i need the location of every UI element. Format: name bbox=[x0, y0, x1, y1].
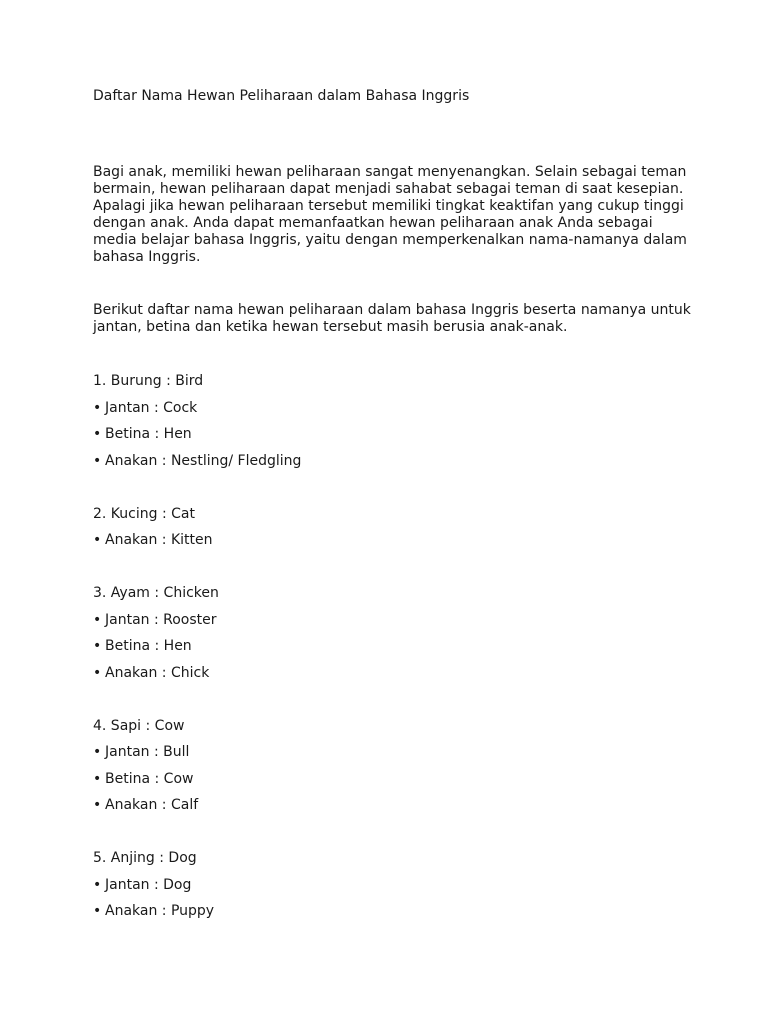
document-title: Daftar Nama Hewan Peliharaan dalam Bahasa Inggris bbox=[93, 88, 470, 104]
list-item-text: Jantan : Rooster bbox=[105, 611, 217, 628]
list-item bbox=[93, 875, 693, 902]
list-item-text: Anakan : Chick bbox=[105, 664, 210, 681]
bullet-icon: • bbox=[93, 611, 102, 628]
bullet-icon: • bbox=[93, 399, 102, 416]
list-item bbox=[93, 610, 693, 637]
animal-group-cat bbox=[93, 504, 693, 557]
list-item bbox=[93, 451, 693, 478]
animal-group-bird bbox=[93, 371, 693, 477]
bullet-icon: • bbox=[93, 664, 102, 681]
bullet-icon: • bbox=[93, 903, 102, 919]
list-item-text: Anakan : Calf bbox=[105, 797, 199, 813]
list-item-text: Jantan : Cock bbox=[105, 399, 198, 416]
bullet-icon: • bbox=[93, 532, 102, 548]
list-item-text: Betina : Cow bbox=[105, 770, 194, 787]
list-item bbox=[93, 901, 693, 928]
animal-group-dog bbox=[93, 848, 693, 928]
bullet-icon: • bbox=[93, 797, 102, 813]
animal-group-cow bbox=[93, 716, 693, 822]
bullet-icon: • bbox=[93, 452, 102, 469]
animal-heading: 4. Sapi : Cow bbox=[93, 717, 185, 734]
list-item bbox=[93, 398, 693, 425]
intro-paragraph: Bagi anak, memiliki hewan peliharaan sangat menyenangkan. Selain sebagai teman bermain, hewan peliharaan dapat menjadi sahabat sebagai teman di saat kesepian. Apalagi jika hewan peliharaan tersebut memiliki tingkat keaktifan yang cukup tinggi dengan anak. Anda dapat memanfaatkan hewan peliharaan anak Anda sebagai media belajar bahasa Inggris, yaitu dengan memperkenalkan nama-namanya dalam bahasa Inggris. bbox=[93, 164, 687, 266]
animal-heading: 5. Anjing : Dog bbox=[93, 850, 197, 866]
list-item-text: Jantan : Dog bbox=[105, 876, 192, 893]
list-item-text: Anakan : Puppy bbox=[105, 903, 215, 919]
animal-group-chicken bbox=[93, 583, 693, 689]
list-item bbox=[93, 663, 693, 690]
animal-list bbox=[93, 371, 693, 928]
animal-heading: 2. Kucing : Cat bbox=[93, 505, 195, 522]
list-item bbox=[93, 742, 693, 769]
list-item-text: Anakan : Nestling/ Fledgling bbox=[105, 452, 302, 469]
animal-heading: 1. Burung : Bird bbox=[93, 373, 204, 389]
bullet-icon: • bbox=[93, 426, 102, 442]
list-item bbox=[93, 795, 693, 822]
list-intro-paragraph: Berikut daftar nama hewan peliharaan dalam bahasa Inggris beserta namanya untuk jantan, betina dan ketika hewan tersebut masih berusia anak-anak. bbox=[93, 302, 691, 336]
animal-heading: 3. Ayam : Chicken bbox=[93, 585, 219, 601]
bullet-icon: • bbox=[93, 744, 102, 760]
bullet-icon: • bbox=[93, 638, 102, 654]
list-item-text: Anakan : Kitten bbox=[105, 532, 213, 548]
list-item-text: Betina : Hen bbox=[105, 426, 192, 442]
list-item-text: Jantan : Bull bbox=[105, 744, 190, 760]
list-item bbox=[93, 769, 693, 796]
list-item bbox=[93, 530, 693, 557]
list-item bbox=[93, 424, 693, 451]
bullet-icon: • bbox=[93, 770, 102, 787]
list-item bbox=[93, 636, 693, 663]
list-item-text: Betina : Hen bbox=[105, 638, 192, 654]
bullet-icon: • bbox=[93, 876, 102, 893]
